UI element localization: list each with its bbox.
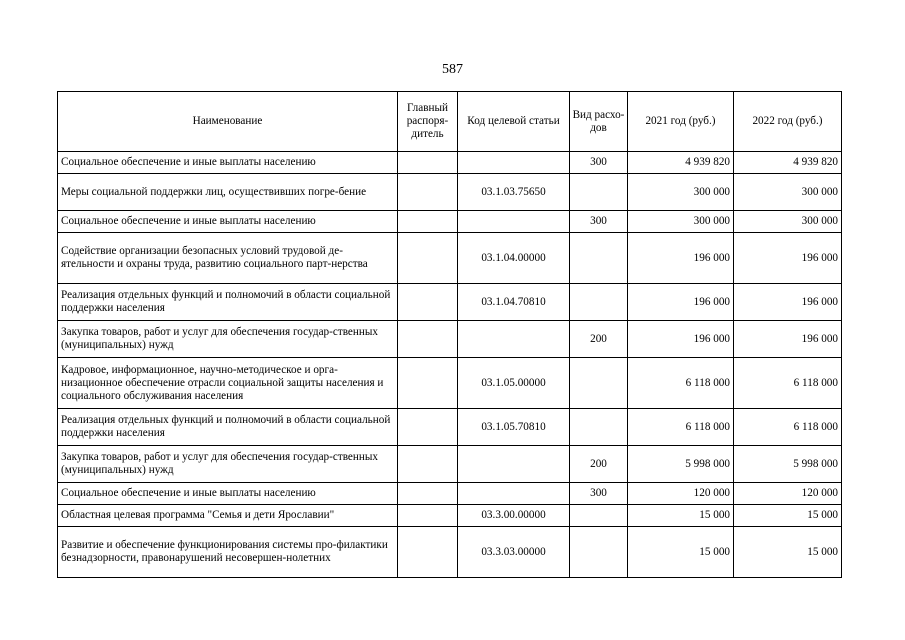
row-name: Содействие организации безопасных условий трудовой де-ятельности и охраны труда, развитию социального парт-нерства xyxy=(58,233,398,284)
table-body xyxy=(58,152,842,578)
page-number: 587 xyxy=(442,62,463,77)
table-row xyxy=(58,321,842,358)
row-expense-type: 200 xyxy=(570,446,628,483)
row-expense-type xyxy=(570,233,628,284)
row-expense-type xyxy=(570,527,628,578)
row-amount-2022: 4 939 820 xyxy=(734,152,842,174)
row-amount-2021: 196 000 xyxy=(628,284,734,321)
row-amount-2022: 5 998 000 xyxy=(734,446,842,483)
row-target-code: 03.3.03.00000 xyxy=(458,527,570,578)
table-row xyxy=(58,527,842,578)
row-amount-2022: 196 000 xyxy=(734,233,842,284)
row-name: Социальное обеспечение и иные выплаты населению xyxy=(58,483,398,505)
row-name: Областная целевая программа "Семья и дети Ярославии" xyxy=(58,505,398,527)
row-main-manager xyxy=(398,505,458,527)
row-amount-2021: 300 000 xyxy=(628,211,734,233)
row-name: Кадровое, информационное, научно-методическое и орга-низационное обеспечение отрасли социальной защиты населения и социального обслуживания населения xyxy=(58,358,398,409)
row-amount-2021: 4 939 820 xyxy=(628,152,734,174)
row-main-manager xyxy=(398,483,458,505)
row-amount-2022: 15 000 xyxy=(734,505,842,527)
row-expense-type: 300 xyxy=(570,152,628,174)
row-amount-2022: 120 000 xyxy=(734,483,842,505)
header-target-code: Код целевой статьи xyxy=(458,92,570,152)
row-name: Закупка товаров, работ и услуг для обеспечения государ-ственных (муниципальных) нужд xyxy=(58,446,398,483)
row-amount-2022: 196 000 xyxy=(734,321,842,358)
table-row xyxy=(58,174,842,211)
row-target-code: 03.1.05.70810 xyxy=(458,409,570,446)
table-header xyxy=(58,92,842,152)
row-expense-type: 300 xyxy=(570,211,628,233)
row-main-manager xyxy=(398,358,458,409)
row-expense-type: 300 xyxy=(570,483,628,505)
table-row xyxy=(58,152,842,174)
row-target-code xyxy=(458,483,570,505)
header-main-manager: Главный распоря-дитель xyxy=(398,92,458,152)
row-amount-2021: 196 000 xyxy=(628,233,734,284)
row-main-manager xyxy=(398,211,458,233)
row-main-manager xyxy=(398,284,458,321)
row-amount-2021: 196 000 xyxy=(628,321,734,358)
header-year-2021: 2021 год (руб.) xyxy=(628,92,734,152)
row-main-manager xyxy=(398,446,458,483)
row-amount-2021: 300 000 xyxy=(628,174,734,211)
table-row xyxy=(58,446,842,483)
row-target-code xyxy=(458,152,570,174)
row-expense-type xyxy=(570,409,628,446)
header-year-2022: 2022 год (руб.) xyxy=(734,92,842,152)
row-target-code: 03.3.00.00000 xyxy=(458,505,570,527)
table-row xyxy=(58,233,842,284)
header-expense-type: Вид расхо-дов xyxy=(570,92,628,152)
table-row xyxy=(58,358,842,409)
header-name: Наименование xyxy=(58,92,398,152)
row-target-code: 03.1.04.70810 xyxy=(458,284,570,321)
row-amount-2021: 120 000 xyxy=(628,483,734,505)
row-expense-type: 200 xyxy=(570,321,628,358)
row-amount-2022: 15 000 xyxy=(734,527,842,578)
row-amount-2021: 6 118 000 xyxy=(628,358,734,409)
row-main-manager xyxy=(398,409,458,446)
row-amount-2022: 196 000 xyxy=(734,284,842,321)
row-main-manager xyxy=(398,233,458,284)
table-row xyxy=(58,505,842,527)
row-expense-type xyxy=(570,505,628,527)
row-amount-2022: 6 118 000 xyxy=(734,409,842,446)
row-amount-2022: 6 118 000 xyxy=(734,358,842,409)
row-expense-type xyxy=(570,174,628,211)
row-main-manager xyxy=(398,527,458,578)
row-name: Социальное обеспечение и иные выплаты населению xyxy=(58,152,398,174)
row-expense-type xyxy=(570,284,628,321)
row-target-code: 03.1.04.00000 xyxy=(458,233,570,284)
table-row xyxy=(58,483,842,505)
row-name: Социальное обеспечение и иные выплаты населению xyxy=(58,211,398,233)
row-amount-2021: 15 000 xyxy=(628,505,734,527)
row-main-manager xyxy=(398,152,458,174)
row-name: Реализация отдельных функций и полномочий в области социальной поддержки населения xyxy=(58,284,398,321)
row-amount-2022: 300 000 xyxy=(734,174,842,211)
row-amount-2021: 6 118 000 xyxy=(628,409,734,446)
row-target-code: 03.1.05.00000 xyxy=(458,358,570,409)
row-expense-type xyxy=(570,358,628,409)
row-amount-2021: 15 000 xyxy=(628,527,734,578)
row-name: Меры социальной поддержки лиц, осуществивших погре-бение xyxy=(58,174,398,211)
budget-table xyxy=(57,91,842,578)
row-main-manager xyxy=(398,321,458,358)
row-name: Развитие и обеспечение функционирования системы про-филактики безнадзорности, правонарушений несовершен-нолетних xyxy=(58,527,398,578)
table-row xyxy=(58,211,842,233)
row-amount-2022: 300 000 xyxy=(734,211,842,233)
row-name: Закупка товаров, работ и услуг для обеспечения государ-ственных (муниципальных) нужд xyxy=(58,321,398,358)
row-target-code xyxy=(458,211,570,233)
table-row xyxy=(58,284,842,321)
row-target-code xyxy=(458,446,570,483)
row-target-code xyxy=(458,321,570,358)
row-main-manager xyxy=(398,174,458,211)
row-name: Реализация отдельных функций и полномочий в области социальной поддержки населения xyxy=(58,409,398,446)
table-row xyxy=(58,409,842,446)
row-amount-2021: 5 998 000 xyxy=(628,446,734,483)
row-target-code: 03.1.03.75650 xyxy=(458,174,570,211)
